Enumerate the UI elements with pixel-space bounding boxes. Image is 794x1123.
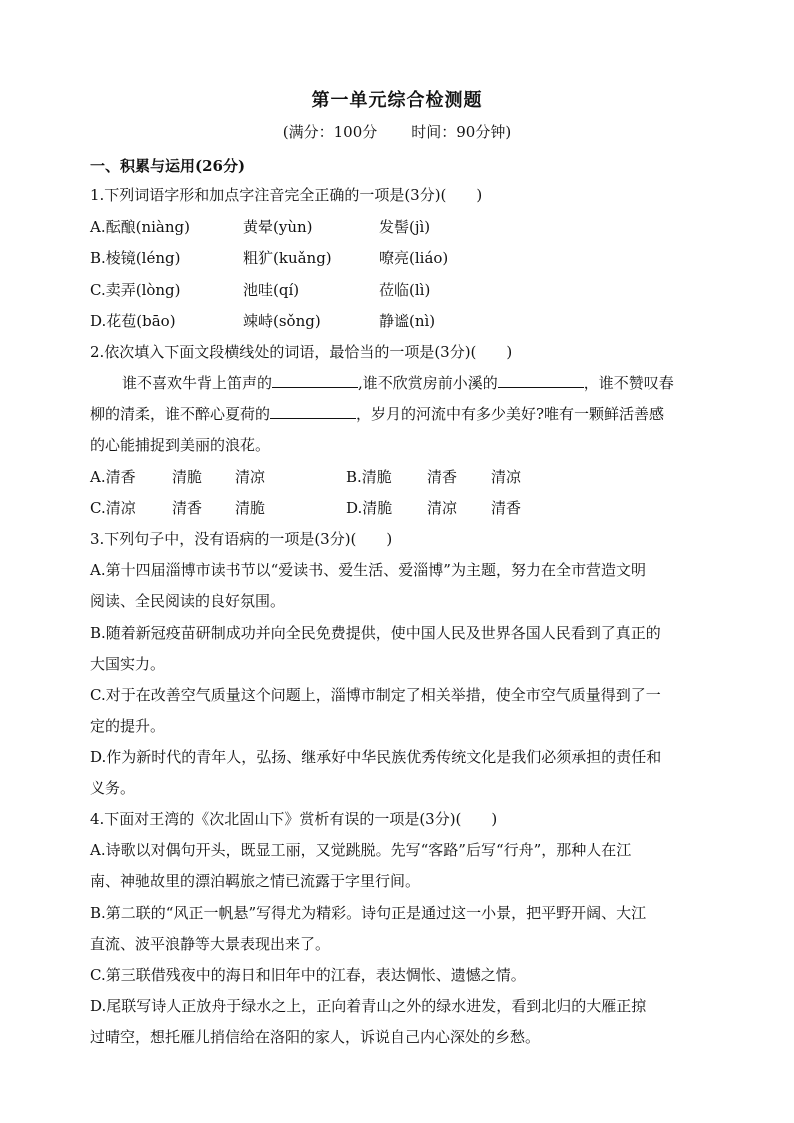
q1-option: 莅临(lì) xyxy=(379,281,431,299)
q4-option-text: C.第三联借残夜中的海日和旧年中的江春，表达惆怅、遗憾之情。 xyxy=(90,966,526,984)
q2-option: 清凉 xyxy=(491,468,522,486)
q3-option-text: B.随着新冠疫苗研制成功并向全民免费提供，使中国人民及世界各国人民看到了真正的 xyxy=(90,624,661,642)
q4-stem: 4.下面对王湾的《次北固山下》赏析有误的一项是(3分)( ) xyxy=(90,810,498,828)
fill-blank xyxy=(498,373,584,388)
q2-option: A.清香 xyxy=(90,468,136,486)
q2-option: 清脆 xyxy=(172,468,203,486)
q3-option-text: D.作为新时代的青年人，弘扬、继承好中华民族优秀传统文化是我们必须承担的责任和 xyxy=(90,748,662,766)
fill-blank xyxy=(272,373,358,388)
fill-blank xyxy=(270,404,356,419)
q2-passage-line: 谁不喜欢牛背上笛声的 ,谁不欣赏房前小溪的 ，谁不赞叹春 xyxy=(122,374,674,392)
q2-passage-line: 的心能捕捉到美丽的浪花。 xyxy=(90,436,271,454)
time-limit: 时间：90分钟) xyxy=(411,123,512,141)
q1-option: 池哇(qí) xyxy=(243,281,300,299)
q1-option: 竦峙(sǒng) xyxy=(243,312,321,330)
q3-option-text: 定的提升。 xyxy=(90,717,166,735)
q2-option: 清香 xyxy=(427,468,458,486)
q1-stem: 1.下列词语字形和加点字注音完全正确的一项是(3分)( ) xyxy=(90,186,483,204)
q2-stem: 2.依次填入下面文段横线处的词语，最恰当的一项是(3分)( ) xyxy=(90,343,513,361)
page-title: 第一单元综合检测题 xyxy=(311,90,483,111)
q2-passage-line: 柳的清柔，谁不醉心夏荷的 ，岁月的河流中有多少美好?唯有一颗鲜活善感 xyxy=(90,405,665,423)
q4-option-text: 南、神驰故里的漂泊羁旅之情已流露于字里行间。 xyxy=(90,872,421,890)
q3-option-text: 义务。 xyxy=(90,779,136,797)
q1-option: C.卖弄(lòng) xyxy=(90,281,181,299)
q1-option: 发髻(jì) xyxy=(379,218,431,236)
q2-option: B.清脆 xyxy=(346,468,392,486)
q4-option-text: 直流、波平浪静等大景表现出来了。 xyxy=(90,935,331,953)
q1-option: 黄晕(yùn) xyxy=(243,218,313,236)
section-heading: 一、积累与运用(26分) xyxy=(90,157,246,175)
q2-option: C.清凉 xyxy=(90,499,136,517)
q3-option-text: 大国实力。 xyxy=(90,655,166,673)
q2-option: 清脆 xyxy=(235,499,266,517)
q1-option: B.棱镜(léng) xyxy=(90,249,181,267)
q1-option: D.花苞(bāo) xyxy=(90,312,176,330)
q2-option: 清凉 xyxy=(427,499,458,517)
q2-option: 清香 xyxy=(172,499,203,517)
q3-stem: 3.下列句子中，没有语病的一项是(3分)( ) xyxy=(90,530,393,548)
q3-option-text: 阅读、全民阅读的良好氛围。 xyxy=(90,592,286,610)
q2-option: 清香 xyxy=(491,499,522,517)
full-score: (满分：100分 xyxy=(282,123,378,141)
q4-option-text: 过晴空，想托雁儿捎信给在洛阳的家人，诉说自己内心深处的乡愁。 xyxy=(90,1028,541,1046)
q4-option-text: D.尾联写诗人正放舟于绿水之上，正向着青山之外的绿水进发，看到北归的大雁正掠 xyxy=(90,997,647,1015)
q1-option: A.酝酿(niàng) xyxy=(90,218,190,236)
exam-meta xyxy=(0,121,794,142)
q1-option: 静谧(nì) xyxy=(379,312,436,330)
q1-option: 嘹亮(liáo) xyxy=(379,249,449,267)
q2-option: D.清脆 xyxy=(346,499,393,517)
q1-option: 粗犷(kuǎng) xyxy=(243,249,332,267)
q3-option-text: C.对于在改善空气质量这个问题上，淄博市制定了相关举措，使全市空气质量得到了一 xyxy=(90,686,661,704)
q3-option-text: A.第十四届淄博市读书节以“爱读书、爱生活、爱淄博”为主题，努力在全市营造文明 xyxy=(90,561,646,579)
q4-option-text: B.第二联的“风正一帆悬”写得尤为精彩。诗句正是通过这一小景，把平野开阔、大江 xyxy=(90,904,647,922)
q4-option-text: A.诗歌以对偶句开头，既显工丽，又觉跳脱。先写“客路”后写“行舟”，那种人在江 xyxy=(90,841,632,859)
q2-option: 清凉 xyxy=(235,468,266,486)
